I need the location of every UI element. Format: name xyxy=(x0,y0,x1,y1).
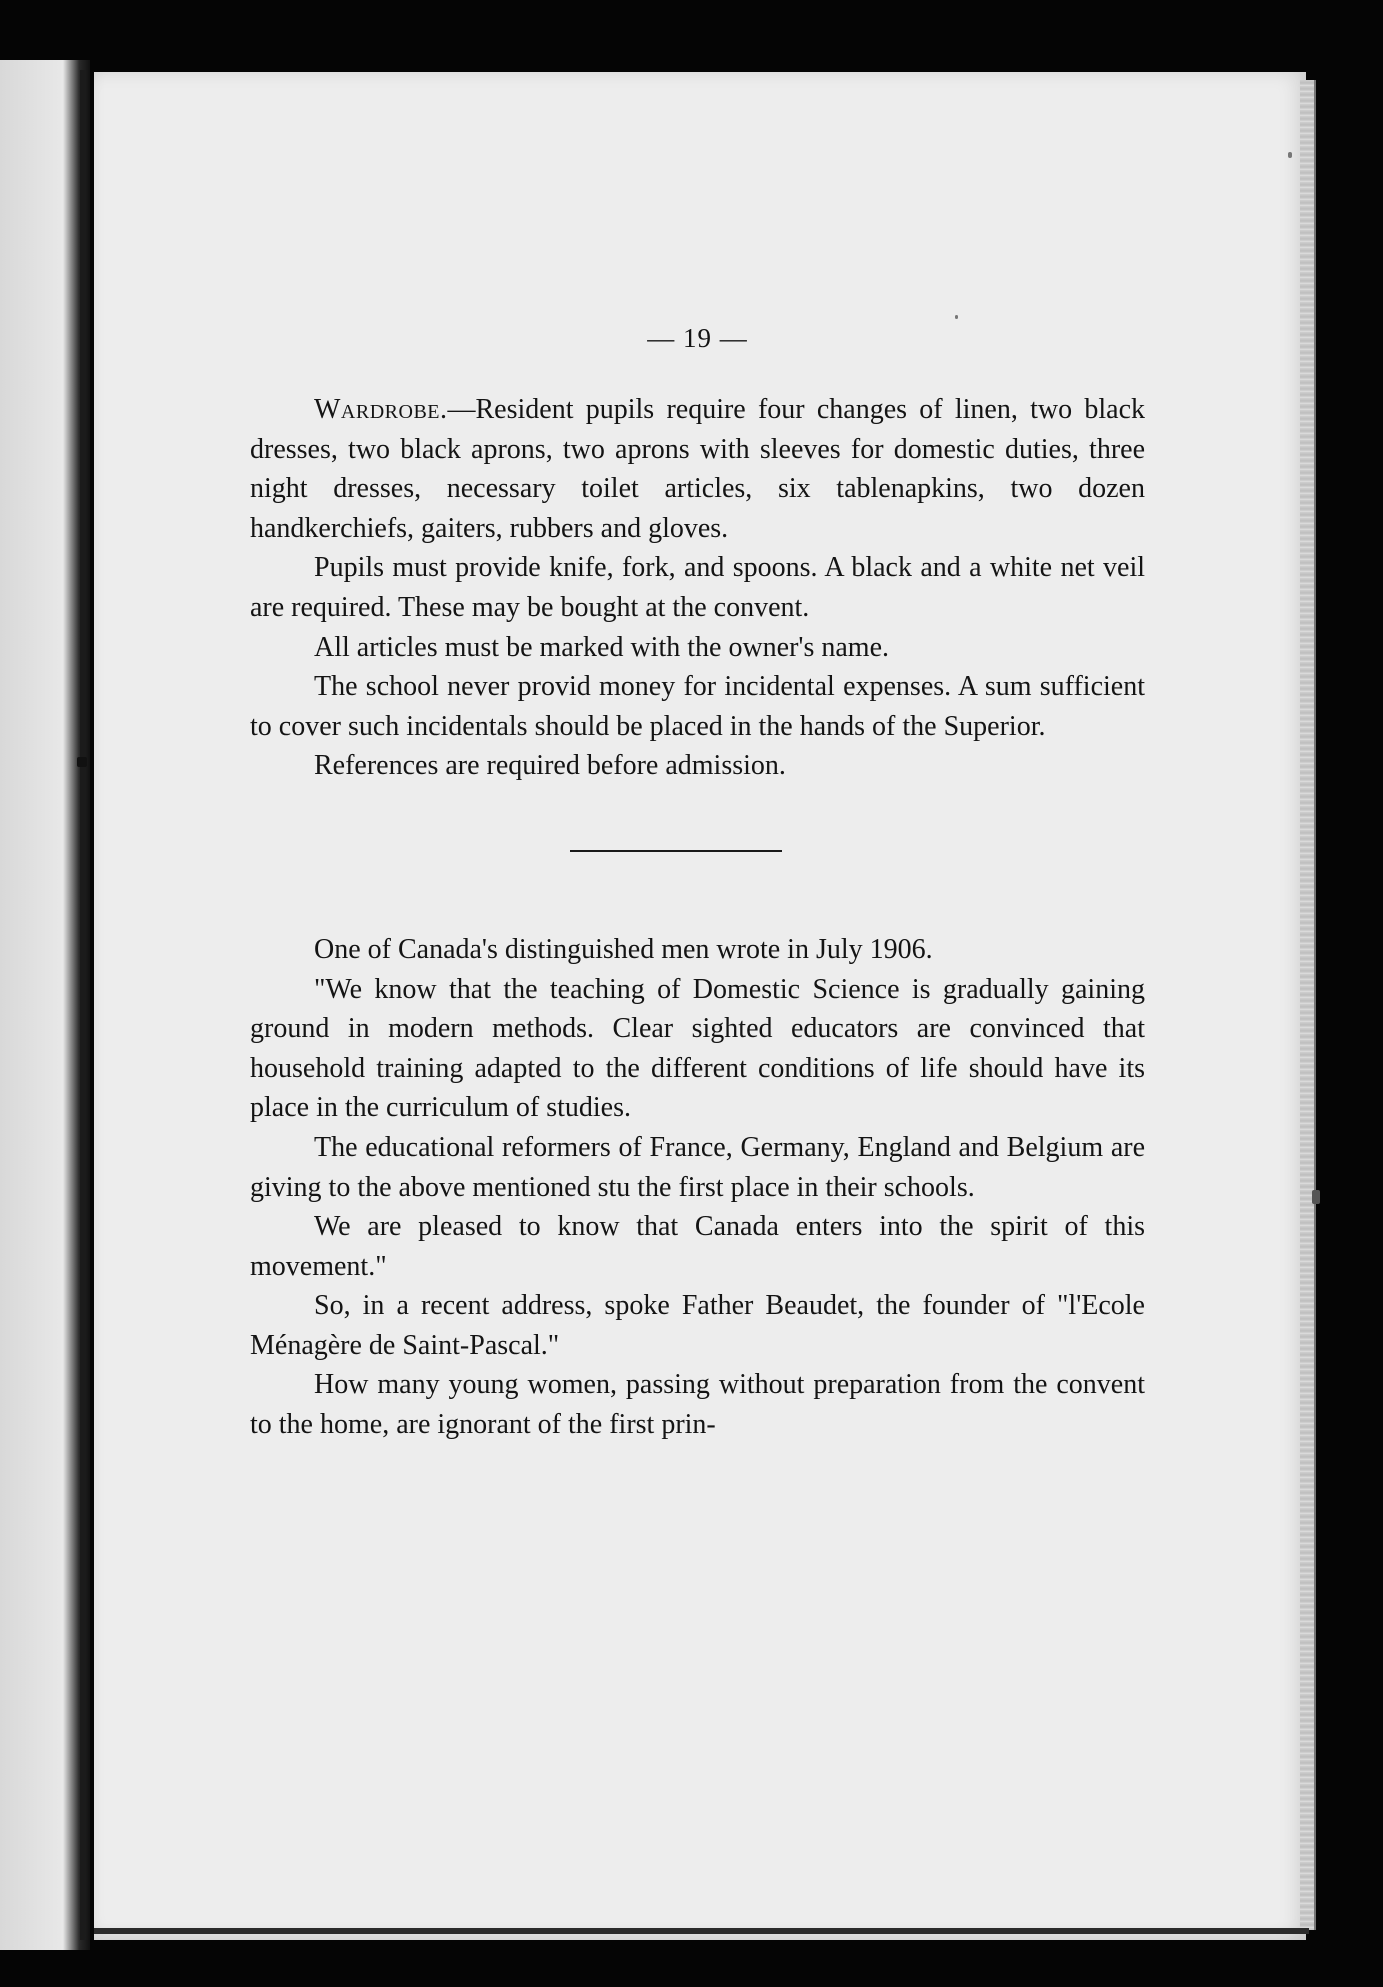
scan-speck xyxy=(1288,152,1292,158)
body-paragraph-4: References are required before admission. xyxy=(314,750,786,782)
body-paragraph-2: All articles must be marked with the owner's name. xyxy=(314,631,889,663)
section-divider xyxy=(570,850,782,852)
wardrobe-heading: Wardrobe. xyxy=(314,394,448,425)
document-text xyxy=(250,320,1145,1445)
body-paragraph-3: The school never provid money for incidental expenses. A sum sufficient to cover such incidentals should be placed in the hands of the Superior. xyxy=(250,671,1145,742)
book-spine xyxy=(0,60,90,1950)
body-paragraph-1: Pupils must provide knife, fork, and spoons. A black and a white net veil are required. These may be bought at the convent. xyxy=(250,552,1145,623)
page-bottom-edge xyxy=(94,1928,1309,1934)
binding-mark xyxy=(77,757,87,767)
quote-introduction: One of Canada's distinguished men wrote in July 1906. xyxy=(314,933,933,965)
page-edge-mark xyxy=(1312,1190,1320,1204)
wardrobe-text: —Resident pupils require four changes of linen, two black dresses, two black aprons, two aprons with sleeves for domestic duties, three night dresses, necessary toilet articles, six tablenapkins, two dozen handkerchiefs, gaiters, rubbers and gloves. xyxy=(250,394,1145,544)
page-number: — 19 — xyxy=(647,323,748,353)
scan-speck xyxy=(955,315,958,319)
wardrobe-paragraph xyxy=(250,390,1145,548)
quote-paragraph-1: "We know that the teaching of Domestic Science is gradually gaining ground in modern methods. Clear sighted educators are convinced that household training adapted to the different conditions of life should have its place in the curriculum of studies. xyxy=(250,973,1145,1124)
quote-paragraph-3: We are pleased to know that Canada enters into the spirit of this movement." xyxy=(250,1211,1145,1282)
quote-paragraph-2: The educational reformers of France, Germany, England and Belgium are giving to the above mentioned stu the first place in their schools. xyxy=(250,1131,1145,1203)
quote-paragraph-5: How many young women, passing without preparation from the convent to the home, are ignorant of the first prin- xyxy=(250,1369,1145,1441)
binding-line xyxy=(80,70,86,1940)
page-edge xyxy=(1300,80,1316,1930)
quote-paragraph-4: So, in a recent address, spoke Father Beaudet, the founder of "l'Ecole Ménagère de Saint-Pascal." xyxy=(250,1290,1145,1361)
